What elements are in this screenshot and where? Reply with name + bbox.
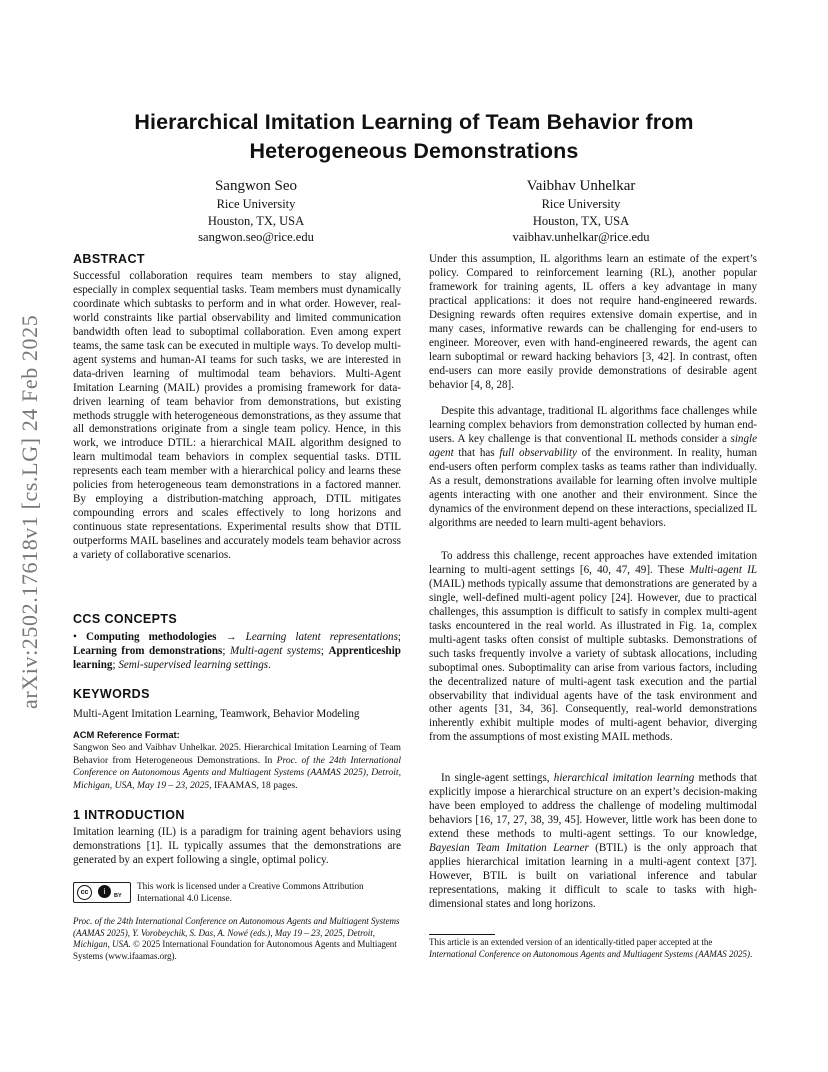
footnote-rule xyxy=(429,934,495,935)
abstract-text: Successful collaboration requires team members to stay aligned, especially in complex sequential tasks. Team members must dynamically coordinate which subtasks to perform and in what order. However, real-world constraints like partial observability and limited communication bandwidth often lead to suboptimal collaboration. Even among expert teams, the same task can be executed in multiple ways. To develop multi-agent systems and human-AI teams for such tasks, we are interested in data-driven learning of multimodal team behaviors. Multi-Agent Imitation Learning (MAIL) provides a promising framework for data-driven learning of team behavior from demonstrations, but existing methods struggle with heterogeneous demonstrations, as they assume that all demonstrations originate from a single team policy. Hence, in this work, we introduce DTIL: a hierarchical MAIL algorithm designed to learn multimodal team behaviors in complex sequential tasks. DTIL represents each team member with a hierarchical policy and learns these policies from heterogeneous team demonstrations in a factored manner. By employing a distribution-matching approach, DTIL mitigates compounding errors and scales effectively to long horizons and continuous state representations. Experimental results show that DTIL outperforms MAIL baselines and accurately models team behavior across a variety of collaborative scenarios. xyxy=(73,270,401,562)
author-email: vaibhav.unhelkar@rice.edu xyxy=(512,230,650,244)
proceedings-footnote: Proc. of the 24th International Conference on Autonomous Agents and Multiagent Systems (AAMAS 2025), Y. Vorobeychik, S. Das, A. Nowé (eds.), May 19 – 23, 2025, Detroit, Michigan, USA. © 2025 International Foundation for Autonomous Agents and Multiagent Systems (www.ifaamas.org). xyxy=(73,916,400,961)
intro-paragraph-3: To address this challenge, recent approaches have extended imitation learning to multi-agent settings [6, 40, 47, 49]. These Multi-agent IL (MAIL) methods typically assume that demonstrations are generated by a single, well-defined multi-agent policy [24]. However, due to practical challenges, this assumption is difficult to satisfy in complex multi-agent tasks encountered in the real world. As illustrated in Fig. 1a, complex multi-agent tasks often consist of multiple subtasks. Demonstrations of such tasks frequently involve a variety of subtask allocations, including suboptimal ones. Suboptimality can arise from various factors, including the decentralized nature of multi-agent task execution and the partial observability that individual agents have of the task environment and other agents [31, 34, 36]. Consequently, real-world demonstrations inherently exhibit multiple modes of multi-agent behavior, diverging from the assumptions of most existing MAIL methods. xyxy=(429,550,758,744)
intro-paragraph-2: Despite this advantage, traditional IL algorithms face challenges while learning complex behaviors from demonstration collected by human end-users. A key challenge is that conventional IL methods consider a single agent that has full observability of the environment. In reality, human end-users often perform complex tasks as teams rather than individually. As a result, demonstrations available for learning often involve multiple agents interacting with one another and their environment. Since the dynamics of the environment depend on these interactions, specialized IL algorithms are needed to learn multi-agent behaviors. xyxy=(429,405,757,529)
author-block-1 xyxy=(136,176,376,246)
intro-heading: 1 INTRODUCTION xyxy=(73,808,185,822)
ccs-concepts: • Computing methodologies → Learning latent representations; Learning from demonstrations; Multi-agent systems; Apprenticeship learning; Semi-supervised learning settings. xyxy=(73,631,401,671)
cc-icon: cc xyxy=(77,885,92,900)
arxiv-identifier: arXiv:2502.17618v1 [cs.LG] 24 Feb 2025 xyxy=(17,314,42,709)
intro-paragraph-cont: Under this assumption, IL algorithms learn an estimate of the expert’s policy. Compared to reinforcement learning (RL), another popular framework for training agents, IL offers a key advantage in many practical applications: it does not require hand-engineered rewards. Designing rewards often requires extensive domain expertise, and in many cases, informative rewards can be challenging for end-users to engineer. Moreover, even with hand-engineered rewards, the agent can learn suboptimal or reward hacking behaviors [3, 42]. In contrast, often end-users can more easily provide demonstrations of desirable agent behavior [4, 8, 28]. xyxy=(429,253,757,391)
article-footnote: This article is an extended version of an identically-titled paper accepted at the International Conference on Autonomous Agents and Multiagent Systems (AAMAS 2025). xyxy=(429,937,753,959)
author-name: Sangwon Seo xyxy=(214,178,298,194)
license-text: This work is licensed under a Creative Commons Attribution International 4.0 License. xyxy=(137,882,364,905)
author-email: sangwon.seo@rice.edu xyxy=(198,230,314,244)
ccs-heading: CCS CONCEPTS xyxy=(73,612,178,626)
intro-paragraph-4: In single-agent settings, hierarchical imitation learning methods that explicitly impose a hierarchical structure on an expert’s decision-making have been employed to address the challenge of modeling multimodal behaviors [16, 17, 27, 38, 39, 45]. However, little work has been done to extend these methods to multi-agent settings. To our knowledge, Bayesian Team Imitation Learner (BTIL) is the only approach that applies hierarchical imitation learning in a multi-agent context [37]. However, BTIL is built on variational inference and tabular representations, making it difficult to scale to tasks with high-dimensional states and long horizons. xyxy=(429,772,757,910)
keywords-text: Multi-Agent Imitation Learning, Teamwork, Behavior Modeling xyxy=(73,708,360,720)
cc-by-badge xyxy=(73,882,131,908)
keywords-heading: KEYWORDS xyxy=(73,687,150,701)
author-location: Houston, TX, USA xyxy=(532,213,630,228)
title-line-2: Heterogeneous Demonstrations xyxy=(249,139,579,163)
paper-title xyxy=(100,108,728,166)
attribution-icon: i xyxy=(98,885,111,898)
by-label: BY xyxy=(114,893,122,899)
acm-reference-heading: ACM Reference Format: xyxy=(73,729,180,740)
author-affiliation: Rice University xyxy=(216,197,296,211)
abstract-heading: ABSTRACT xyxy=(73,252,145,266)
author-location: Houston, TX, USA xyxy=(207,213,305,228)
author-name: Vaibhav Unhelkar xyxy=(526,178,636,194)
acm-reference-text: Sangwon Seo and Vaibhav Unhelkar. 2025. Hierarchical Imitation Learning of Team Behavior from Heterogeneous Demonstrations. In Proc. of the 24th International Conference on Autonomous Agents and Multiagent Systems (AAMAS 2025), Detroit, Michigan, USA, May 19 – 23, 2025, IFAAMAS, 18 pages. xyxy=(73,742,401,791)
author-affiliation: Rice University xyxy=(541,197,621,211)
author-block-2 xyxy=(461,176,701,246)
intro-paragraph: Imitation learning (IL) is a paradigm for training agent behaviors using demonstrations [1]. IL typically assumes that the demonstrations are generated by an expert following a single, optimal policy. xyxy=(73,826,401,866)
title-line-1: Hierarchical Imitation Learning of Team Behavior from xyxy=(134,110,694,134)
